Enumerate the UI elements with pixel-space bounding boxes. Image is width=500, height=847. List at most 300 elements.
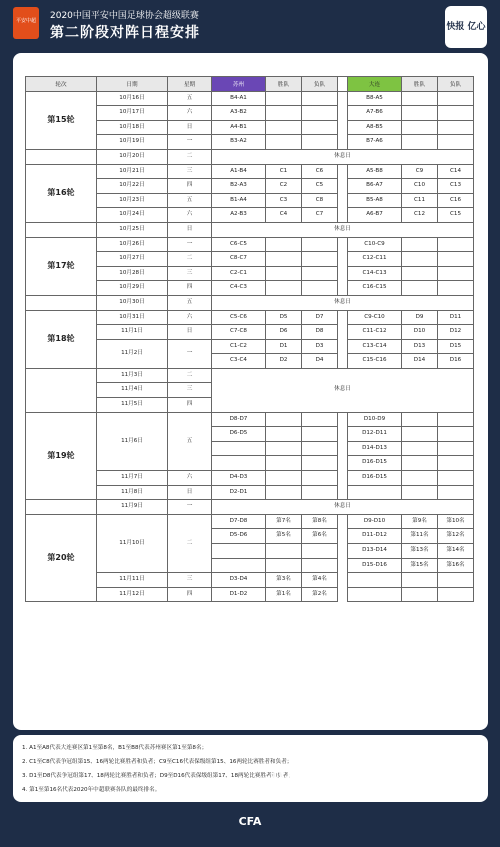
dalian-loser: D12 [438, 325, 474, 340]
round-label: 第16轮 [26, 164, 97, 222]
dalian-match: C11-C12 [348, 325, 402, 340]
dalian-match: C13-C14 [348, 339, 402, 354]
date-cell: 11月11日 [97, 573, 168, 588]
date-cell: 11月3日 [97, 368, 168, 383]
dalian-loser: D15 [438, 339, 474, 354]
header-cell: 日期 [97, 77, 168, 92]
date-cell: 11月6日 [97, 412, 168, 470]
suzhou-loser [302, 558, 338, 573]
weekday-cell: 五 [168, 412, 212, 470]
gap-cell [338, 471, 348, 486]
dalian-match: C15-C16 [348, 354, 402, 369]
suzhou-match: B3-A2 [212, 135, 266, 150]
header-cell [338, 77, 348, 92]
date-cell: 10月26日 [97, 237, 168, 252]
dalian-match: B5-A8 [348, 193, 402, 208]
header-cell: 大连 [348, 77, 402, 92]
dalian-match [348, 485, 402, 500]
suzhou-winner: D5 [266, 310, 302, 325]
header [0, 0, 500, 48]
dalian-winner [402, 237, 438, 252]
suzhou-loser [302, 135, 338, 150]
date-cell: 10月19日 [97, 135, 168, 150]
round-label [26, 368, 97, 412]
header-cell: 轮次 [26, 77, 97, 92]
round-label: 第19轮 [26, 412, 97, 500]
suzhou-loser [302, 237, 338, 252]
dalian-loser [438, 135, 474, 150]
dalian-loser: C16 [438, 193, 474, 208]
dalian-loser: C13 [438, 179, 474, 194]
weekday-cell: 三 [168, 573, 212, 588]
suzhou-winner [266, 441, 302, 456]
date-cell: 10月28日 [97, 266, 168, 281]
suzhou-match: D6-D5 [212, 427, 266, 442]
dalian-winner [402, 587, 438, 602]
weekday-cell: 三 [168, 164, 212, 179]
rest-day-cell: 休息日 [212, 500, 474, 515]
weekday-cell: 一 [168, 135, 212, 150]
dalian-match: D14-D13 [348, 441, 402, 456]
suzhou-loser: D8 [302, 325, 338, 340]
date-cell: 10月23日 [97, 193, 168, 208]
dalian-winner: D10 [402, 325, 438, 340]
date-cell: 11月5日 [97, 398, 168, 413]
dalian-match: C14-C13 [348, 266, 402, 281]
dalian-winner [402, 573, 438, 588]
dalian-loser [438, 587, 474, 602]
dalian-match: D11-D12 [348, 529, 402, 544]
header-cell: 胜队 [266, 77, 302, 92]
date-cell: 11月10日 [97, 514, 168, 572]
weekday-cell: 三 [168, 383, 212, 398]
dalian-winner [402, 412, 438, 427]
round-label [26, 149, 97, 164]
suzhou-winner [266, 471, 302, 486]
dalian-loser [438, 252, 474, 267]
table-row [26, 237, 474, 252]
note-3: 3. D1至D8代表争冠组第17、18两轮比赛胜者和负者；D9至D16代表保级组第17、18两轮比赛胜者和负者； [22, 773, 294, 779]
dalian-loser [438, 573, 474, 588]
dalian-loser [438, 91, 474, 106]
suzhou-match [212, 544, 266, 559]
suzhou-winner: 第1名 [266, 587, 302, 602]
suzhou-loser: 第4名 [302, 573, 338, 588]
note-2: 2. C1至C8代表争冠组第15、16两轮比赛胜者和负者；C9至C16代表保级组第15、16两轮比赛胜者和负者； [22, 759, 293, 765]
suzhou-winner [266, 485, 302, 500]
dalian-loser [438, 441, 474, 456]
suzhou-winner [266, 456, 302, 471]
dalian-winner: D13 [402, 339, 438, 354]
gap-cell [338, 427, 348, 442]
weekday-cell: 日 [168, 325, 212, 340]
dalian-loser: D16 [438, 354, 474, 369]
suzhou-match: B4-A1 [212, 91, 266, 106]
dalian-loser: 第16名 [438, 558, 474, 573]
suzhou-loser [302, 252, 338, 267]
suzhou-match: D7-D8 [212, 514, 266, 529]
table-row [26, 514, 474, 529]
gap-cell [338, 179, 348, 194]
dalian-loser [438, 456, 474, 471]
suzhou-match: D5-D6 [212, 529, 266, 544]
weekday-cell: 一 [168, 237, 212, 252]
date-cell: 11月8日 [97, 485, 168, 500]
date-cell: 10月16日 [97, 91, 168, 106]
gap-cell [338, 514, 348, 529]
csl-logo: 平安中超 [13, 7, 39, 39]
dalian-winner [402, 427, 438, 442]
suzhou-loser [302, 266, 338, 281]
weekday-cell: 六 [168, 208, 212, 223]
suzhou-match: C7-C8 [212, 325, 266, 340]
suzhou-match: C1-C2 [212, 339, 266, 354]
gap-cell [338, 135, 348, 150]
suzhou-loser: D7 [302, 310, 338, 325]
dalian-winner [402, 266, 438, 281]
watermark: .gzliangin.com [265, 764, 413, 785]
round-label: 第20轮 [26, 514, 97, 602]
suzhou-match: A4-B1 [212, 120, 266, 135]
gap-cell [338, 412, 348, 427]
dalian-winner: 第9名 [402, 514, 438, 529]
suzhou-loser [302, 91, 338, 106]
rest-day-cell: 休息日 [212, 368, 474, 412]
date-cell: 11月9日 [97, 500, 168, 515]
gap-cell [338, 266, 348, 281]
dalian-loser [438, 237, 474, 252]
gap-cell [338, 529, 348, 544]
note-4: 4. 第1至第16名代表2020年中超联赛各队的最终排名。 [22, 787, 161, 793]
suzhou-match [212, 558, 266, 573]
weekday-cell: 日 [168, 222, 212, 237]
dalian-loser [438, 471, 474, 486]
date-cell: 10月25日 [97, 222, 168, 237]
dalian-match: D10-D9 [348, 412, 402, 427]
gap-cell [338, 208, 348, 223]
date-cell: 10月18日 [97, 120, 168, 135]
suzhou-winner: D2 [266, 354, 302, 369]
dalian-loser [438, 427, 474, 442]
cfa-footer: CFA [238, 815, 262, 828]
gap-cell [338, 587, 348, 602]
suzhou-winner [266, 427, 302, 442]
header-cell: 胜队 [402, 77, 438, 92]
rest-day-cell: 休息日 [212, 295, 474, 310]
dalian-match: C9-C10 [348, 310, 402, 325]
gap-cell [338, 120, 348, 135]
suzhou-winner [266, 281, 302, 296]
dalian-match: A7-B6 [348, 106, 402, 121]
dalian-match: B6-A7 [348, 179, 402, 194]
suzhou-loser: C7 [302, 208, 338, 223]
suzhou-match: C2-C1 [212, 266, 266, 281]
notes-box [13, 735, 488, 802]
suzhou-loser: 第8名 [302, 514, 338, 529]
date-cell: 11月12日 [97, 587, 168, 602]
table-row [26, 412, 474, 427]
suzhou-winner: C4 [266, 208, 302, 223]
dalian-loser [438, 281, 474, 296]
weekday-cell: 二 [168, 368, 212, 383]
gap-cell [338, 456, 348, 471]
schedule-card [13, 53, 488, 730]
date-cell: 10月29日 [97, 281, 168, 296]
dalian-winner [402, 120, 438, 135]
suzhou-match: D3-D4 [212, 573, 266, 588]
gap-cell [338, 237, 348, 252]
table-header [26, 77, 474, 92]
schedule-table [25, 76, 474, 602]
gap-cell [338, 164, 348, 179]
suzhou-winner [266, 544, 302, 559]
date-cell: 10月27日 [97, 252, 168, 267]
suzhou-loser: D4 [302, 354, 338, 369]
dalian-winner: 第13名 [402, 544, 438, 559]
dalian-match: D16-D15 [348, 471, 402, 486]
title-line2: 第二阶段对阵日程安排 [50, 25, 200, 41]
dalian-winner [402, 281, 438, 296]
weekday-cell: 二 [168, 149, 212, 164]
dalian-match: A5-B8 [348, 164, 402, 179]
suzhou-match: B2-A3 [212, 179, 266, 194]
gap-cell [338, 558, 348, 573]
dalian-loser [438, 120, 474, 135]
date-cell: 11月7日 [97, 471, 168, 486]
dalian-winner [402, 456, 438, 471]
suzhou-match: A1-B4 [212, 164, 266, 179]
suzhou-match: D2-D1 [212, 485, 266, 500]
suzhou-loser: D3 [302, 339, 338, 354]
dalian-loser: C15 [438, 208, 474, 223]
date-cell: 10月31日 [97, 310, 168, 325]
suzhou-loser [302, 412, 338, 427]
gap-cell [338, 193, 348, 208]
suzhou-loser [302, 456, 338, 471]
suzhou-loser [302, 441, 338, 456]
dalian-match: D9-D10 [348, 514, 402, 529]
dalian-loser [438, 485, 474, 500]
dalian-winner [402, 252, 438, 267]
round-label: 第15轮 [26, 91, 97, 149]
suzhou-winner [266, 106, 302, 121]
suzhou-winner: 第7名 [266, 514, 302, 529]
dalian-loser: 第10名 [438, 514, 474, 529]
suzhou-loser [302, 471, 338, 486]
rest-day-cell: 休息日 [212, 222, 474, 237]
header-cell: 星期 [168, 77, 212, 92]
gap-cell [338, 106, 348, 121]
dalian-match: A6-B7 [348, 208, 402, 223]
date-cell: 11月1日 [97, 325, 168, 340]
suzhou-match: A3-B2 [212, 106, 266, 121]
gap-cell [338, 281, 348, 296]
dalian-winner: D9 [402, 310, 438, 325]
suzhou-loser: C6 [302, 164, 338, 179]
date-cell: 11月2日 [97, 339, 168, 368]
round-label [26, 295, 97, 310]
suzhou-match [212, 456, 266, 471]
weekday-cell: 二 [168, 252, 212, 267]
dalian-match: C10-C9 [348, 237, 402, 252]
gap-cell [338, 573, 348, 588]
suzhou-match: D4-D3 [212, 471, 266, 486]
suzhou-loser: 第2名 [302, 587, 338, 602]
suzhou-winner [266, 412, 302, 427]
suzhou-loser [302, 120, 338, 135]
weekday-cell: 二 [168, 514, 212, 572]
suzhou-loser [302, 544, 338, 559]
dalian-match: D16-D15 [348, 456, 402, 471]
header-cell: 负队 [302, 77, 338, 92]
dalian-winner [402, 471, 438, 486]
dalian-match: D13-D14 [348, 544, 402, 559]
suzhou-loser: C8 [302, 193, 338, 208]
suzhou-winner [266, 266, 302, 281]
table-row [26, 368, 474, 383]
dalian-winner: C11 [402, 193, 438, 208]
weekday-cell: 四 [168, 587, 212, 602]
header-cell: 苏州 [212, 77, 266, 92]
gap-cell [338, 441, 348, 456]
dalian-winner: 第11名 [402, 529, 438, 544]
dalian-loser: D11 [438, 310, 474, 325]
suzhou-loser [302, 106, 338, 121]
dalian-loser [438, 266, 474, 281]
date-cell: 10月17日 [97, 106, 168, 121]
dalian-match [348, 573, 402, 588]
suzhou-winner: 第3名 [266, 573, 302, 588]
suzhou-winner: D1 [266, 339, 302, 354]
table-row [26, 164, 474, 179]
suzhou-loser [302, 427, 338, 442]
weekday-cell: 六 [168, 310, 212, 325]
suzhou-winner [266, 135, 302, 150]
table-row [26, 222, 474, 237]
suzhou-winner [266, 237, 302, 252]
table-row [26, 149, 474, 164]
dalian-loser [438, 412, 474, 427]
suzhou-match: B1-A4 [212, 193, 266, 208]
dalian-loser: C14 [438, 164, 474, 179]
weekday-cell: 四 [168, 281, 212, 296]
weekday-cell: 六 [168, 106, 212, 121]
table-row [26, 295, 474, 310]
weekday-cell: 五 [168, 295, 212, 310]
dalian-match: D15-D16 [348, 558, 402, 573]
weekday-cell: 四 [168, 398, 212, 413]
gap-cell [338, 339, 348, 354]
suzhou-loser: 第6名 [302, 529, 338, 544]
dalian-match: B7-A6 [348, 135, 402, 150]
gap-cell [338, 252, 348, 267]
suzhou-winner: D6 [266, 325, 302, 340]
suzhou-winner: 第5名 [266, 529, 302, 544]
round-label [26, 222, 97, 237]
dalian-loser [438, 106, 474, 121]
title-line1: 2020中国平安中国足球协会超级联赛 [50, 11, 199, 21]
dalian-loser: 第12名 [438, 529, 474, 544]
dalian-loser: 第14名 [438, 544, 474, 559]
date-cell: 10月24日 [97, 208, 168, 223]
dalian-match [348, 587, 402, 602]
date-cell: 10月21日 [97, 164, 168, 179]
dalian-match: C12-C11 [348, 252, 402, 267]
round-label: 第17轮 [26, 237, 97, 295]
weekday-cell: 五 [168, 91, 212, 106]
weekday-cell: 一 [168, 500, 212, 515]
suzhou-match: C6-C5 [212, 237, 266, 252]
suzhou-winner: C1 [266, 164, 302, 179]
suzhou-match: C5-C6 [212, 310, 266, 325]
gap-cell [338, 91, 348, 106]
dalian-match: C16-C15 [348, 281, 402, 296]
dalian-winner [402, 106, 438, 121]
dalian-winner: C12 [402, 208, 438, 223]
weekday-cell: 日 [168, 485, 212, 500]
weekday-cell: 日 [168, 120, 212, 135]
dalian-match: A8-B5 [348, 120, 402, 135]
dalian-winner: C9 [402, 164, 438, 179]
date-cell: 10月20日 [97, 149, 168, 164]
suzhou-match: C4-C3 [212, 281, 266, 296]
dalian-match: D12-D11 [348, 427, 402, 442]
weekday-cell: 六 [168, 471, 212, 486]
suzhou-winner [266, 120, 302, 135]
dalian-winner: D14 [402, 354, 438, 369]
stamp-logo: 快报 亿心 [445, 6, 487, 48]
dalian-winner [402, 441, 438, 456]
dalian-winner: 第15名 [402, 558, 438, 573]
round-label: 第18轮 [26, 310, 97, 368]
round-label [26, 500, 97, 515]
suzhou-match: D8-D7 [212, 412, 266, 427]
suzhou-match: D1-D2 [212, 587, 266, 602]
dalian-match: B8-A5 [348, 91, 402, 106]
gap-cell [338, 485, 348, 500]
dalian-winner: C10 [402, 179, 438, 194]
weekday-cell: 三 [168, 266, 212, 281]
dalian-winner [402, 91, 438, 106]
date-cell: 10月30日 [97, 295, 168, 310]
gap-cell [338, 354, 348, 369]
suzhou-loser: C5 [302, 179, 338, 194]
gap-cell [338, 325, 348, 340]
dalian-winner [402, 135, 438, 150]
suzhou-loser [302, 281, 338, 296]
suzhou-match: C8-C7 [212, 252, 266, 267]
weekday-cell: 五 [168, 193, 212, 208]
weekday-cell: 四 [168, 179, 212, 194]
suzhou-winner: C3 [266, 193, 302, 208]
table-row [26, 500, 474, 515]
date-cell: 11月4日 [97, 383, 168, 398]
suzhou-winner: C2 [266, 179, 302, 194]
suzhou-match: C3-C4 [212, 354, 266, 369]
gap-cell [338, 544, 348, 559]
date-cell: 10月22日 [97, 179, 168, 194]
suzhou-match [212, 441, 266, 456]
suzhou-loser [302, 485, 338, 500]
rest-day-cell: 休息日 [212, 149, 474, 164]
table-row [26, 310, 474, 325]
gap-cell [338, 310, 348, 325]
dalian-winner [402, 485, 438, 500]
suzhou-winner [266, 91, 302, 106]
table-row [26, 91, 474, 106]
suzhou-match: A2-B3 [212, 208, 266, 223]
suzhou-winner [266, 252, 302, 267]
